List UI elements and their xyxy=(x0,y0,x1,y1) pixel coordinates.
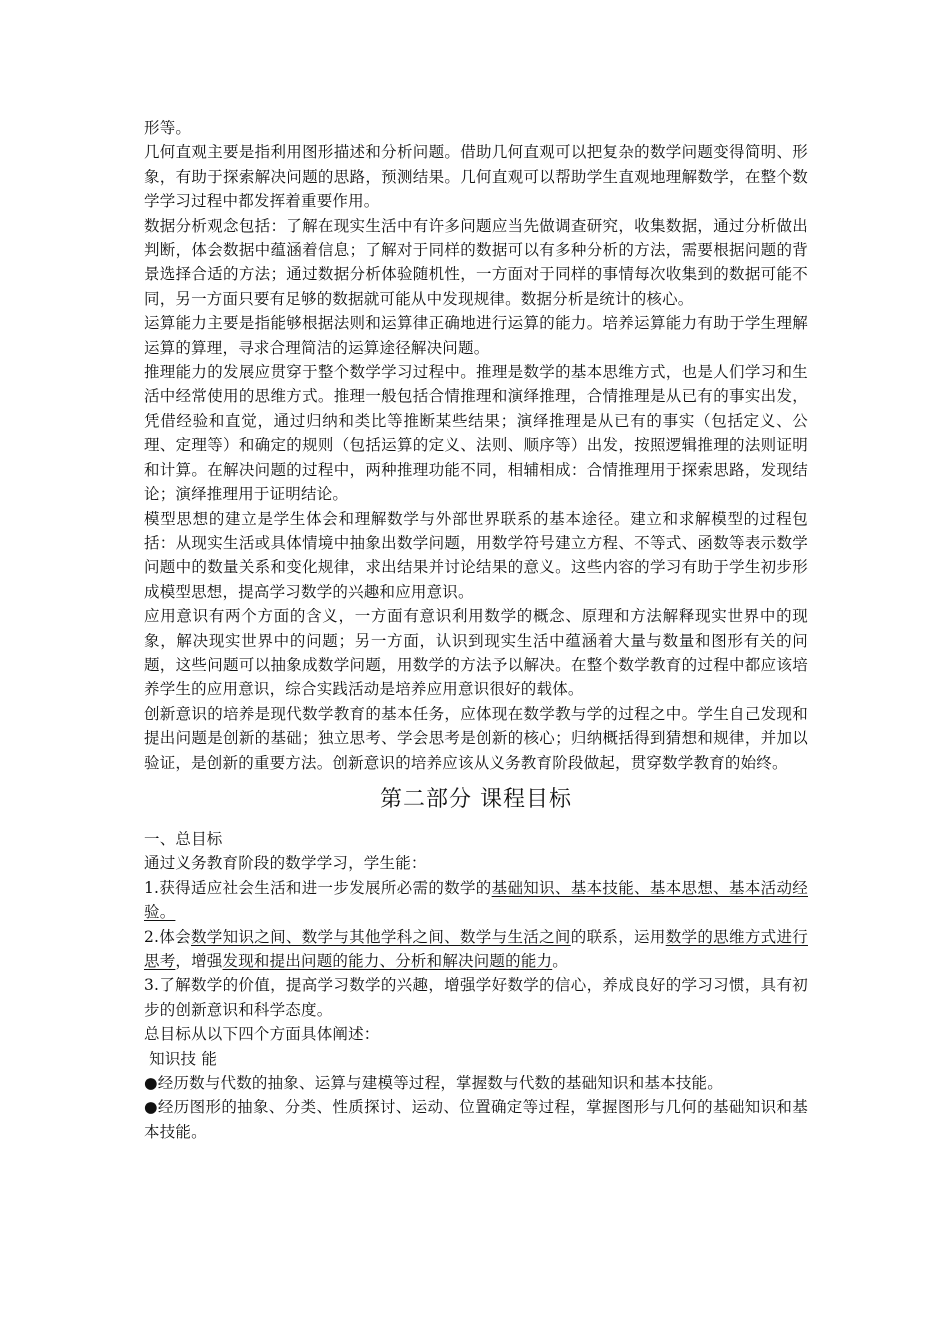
paragraph-computation: 运算能力主要是指能够根据法则和运算律正确地进行运算的能力。培养运算能力有助于学生理解运算的算理，寻求合理简洁的运算途径解决问题。 xyxy=(144,314,808,357)
paragraph-data-analysis: 数据分析观念包括：了解在现实生活中有许多问题应当先做调查研究，收集数据，通过分析做出判断，体会数据中蕴涵着信息；了解对于同样的数据可以有多种分析的方法，需要根据问题的背景选择合适的方法；通过数据分析体验随机性，一方面对于同样的事情每次收集到的数据可能不同，另一方面只要有足够的数据就可能从中发现规律。数据分析是统计的核心。 xyxy=(144,216,808,308)
paragraph-reasoning: 推理能力的发展应贯穿于整个数学学习过程中。推理是数学的基本思维方式，也是人们学习和生活中经常使用的思维方式。推理一般包括合情推理和演绎推理，合情推理是从已有的事实出发，凭借经验和直觉，通过归纳和类比等推断某些结果；演绎推理是从已有的事实（包括定义、公理、定理等）和确定的规则（包括运算的定义、法则、顺序等）出发，按照逻辑推理的法则证明和计算。在解决问题的过程中，两种推理功能不同，相辅相成：合情推理用于探索思路，发现结论；演绎推理用于证明结论。 xyxy=(144,363,808,504)
goal-1 xyxy=(144,876,808,925)
document-body xyxy=(144,116,808,1144)
paragraph-innovation: 创新意识的培养是现代数学教育的基本任务，应体现在数学教与学的过程之中。学生自己发现和提出问题是创新的基础；独立思考、学会思考是创新的核心；归纳概括得到猜想和规律，并加以验证，是创新的重要方法。创新意识的培养应该从义务教育阶段做起，贯穿数学教育的始终。 xyxy=(144,704,808,772)
summary-line: 总目标从以下四个方面具体阐述： xyxy=(144,1025,380,1044)
intro-line: 通过义务教育阶段的数学学习，学生能： xyxy=(144,854,427,873)
goal-2 xyxy=(144,925,808,974)
goal-2-underlined-2: 数学的思维方式进行思考 xyxy=(144,927,808,970)
goal-2-underlined-1: 数学知识之间、数学与其他学科之间、数学与生活之间 xyxy=(190,927,571,946)
paragraph-continuation: 形等。 xyxy=(144,119,192,137)
goal-2-underlined-3: 发现和提出问题的能力、分析和解决问题的能力 xyxy=(222,952,553,970)
goal-2-prefix: 2.体会 xyxy=(144,927,191,946)
paragraph-application: 应用意识有两个方面的含义，一方面有意识利用数学的概念、原理和方法解释现实世界中的现象，解决现实世界中的问题；另一方面，认识到现实生活中蕴涵着大量与数量和图形有关的问题，这些问题可以抽象成数学问题，用数学的方法予以解决。在整个数学教育的过程中都应该培养学生的应用意识，综合实践活动是培养应用意识很好的载体。 xyxy=(144,607,808,699)
goal-2-mid-1: 的联系，运用 xyxy=(570,927,666,946)
paragraph-modeling: 模型思想的建立是学生体会和理解数学与外部世界联系的基本途径。建立和求解模型的过程包括：从现实生活或具体情境中抽象出数学问题，用数学符号建立方程、不等式、函数等表示数学问题中的数量关系和变化规律，求出结果并讨论结果的意义。这些内容的学习有助于学生初步形成模型思想，提高学习数学的兴趣和应用意识。 xyxy=(144,509,808,601)
goal-1-text: 1.获得适应社会生活和进一步发展所必需的数学的 xyxy=(144,878,492,897)
goal-3: 3.了解数学的价值，提高学习数学的兴趣，增强学好数学的信心，养成良好的学习习惯，具有初步的创新意识和科学态度。 xyxy=(144,976,808,1019)
goal-1-underlined: 基础知识、基本技能、基本思想、基本活动经验。 xyxy=(144,878,808,922)
paragraph-geometric-intuition: 几何直观主要是指利用图形描述和分析问题。借助几何直观可以把复杂的数学问题变得简明、形象，有助于探索解决问题的思路，预测结果。几何直观可以帮助学生直观地理解数学，在整个数学学习过程中都发挥着重要作用。 xyxy=(144,143,808,211)
goal-2-mid-2: ，增强 xyxy=(175,952,223,970)
bullet-item: ●经历图形的抽象、分类、性质探讨、运动、位置确定等过程，掌握图形与几何的基础知识和基本技能。 xyxy=(144,1098,808,1141)
subheading-knowledge-skills: 知识技 能 xyxy=(144,1049,218,1068)
bullet-item: ●经历数与代数的抽象、运算与建模等过程，掌握数与代数的基础知识和基本技能。 xyxy=(144,1074,723,1093)
goal-2-suffix: 。 xyxy=(552,952,568,970)
section-heading: 一、总目标 xyxy=(144,829,223,848)
part-title: 第二部分 课程目标 xyxy=(380,786,572,812)
